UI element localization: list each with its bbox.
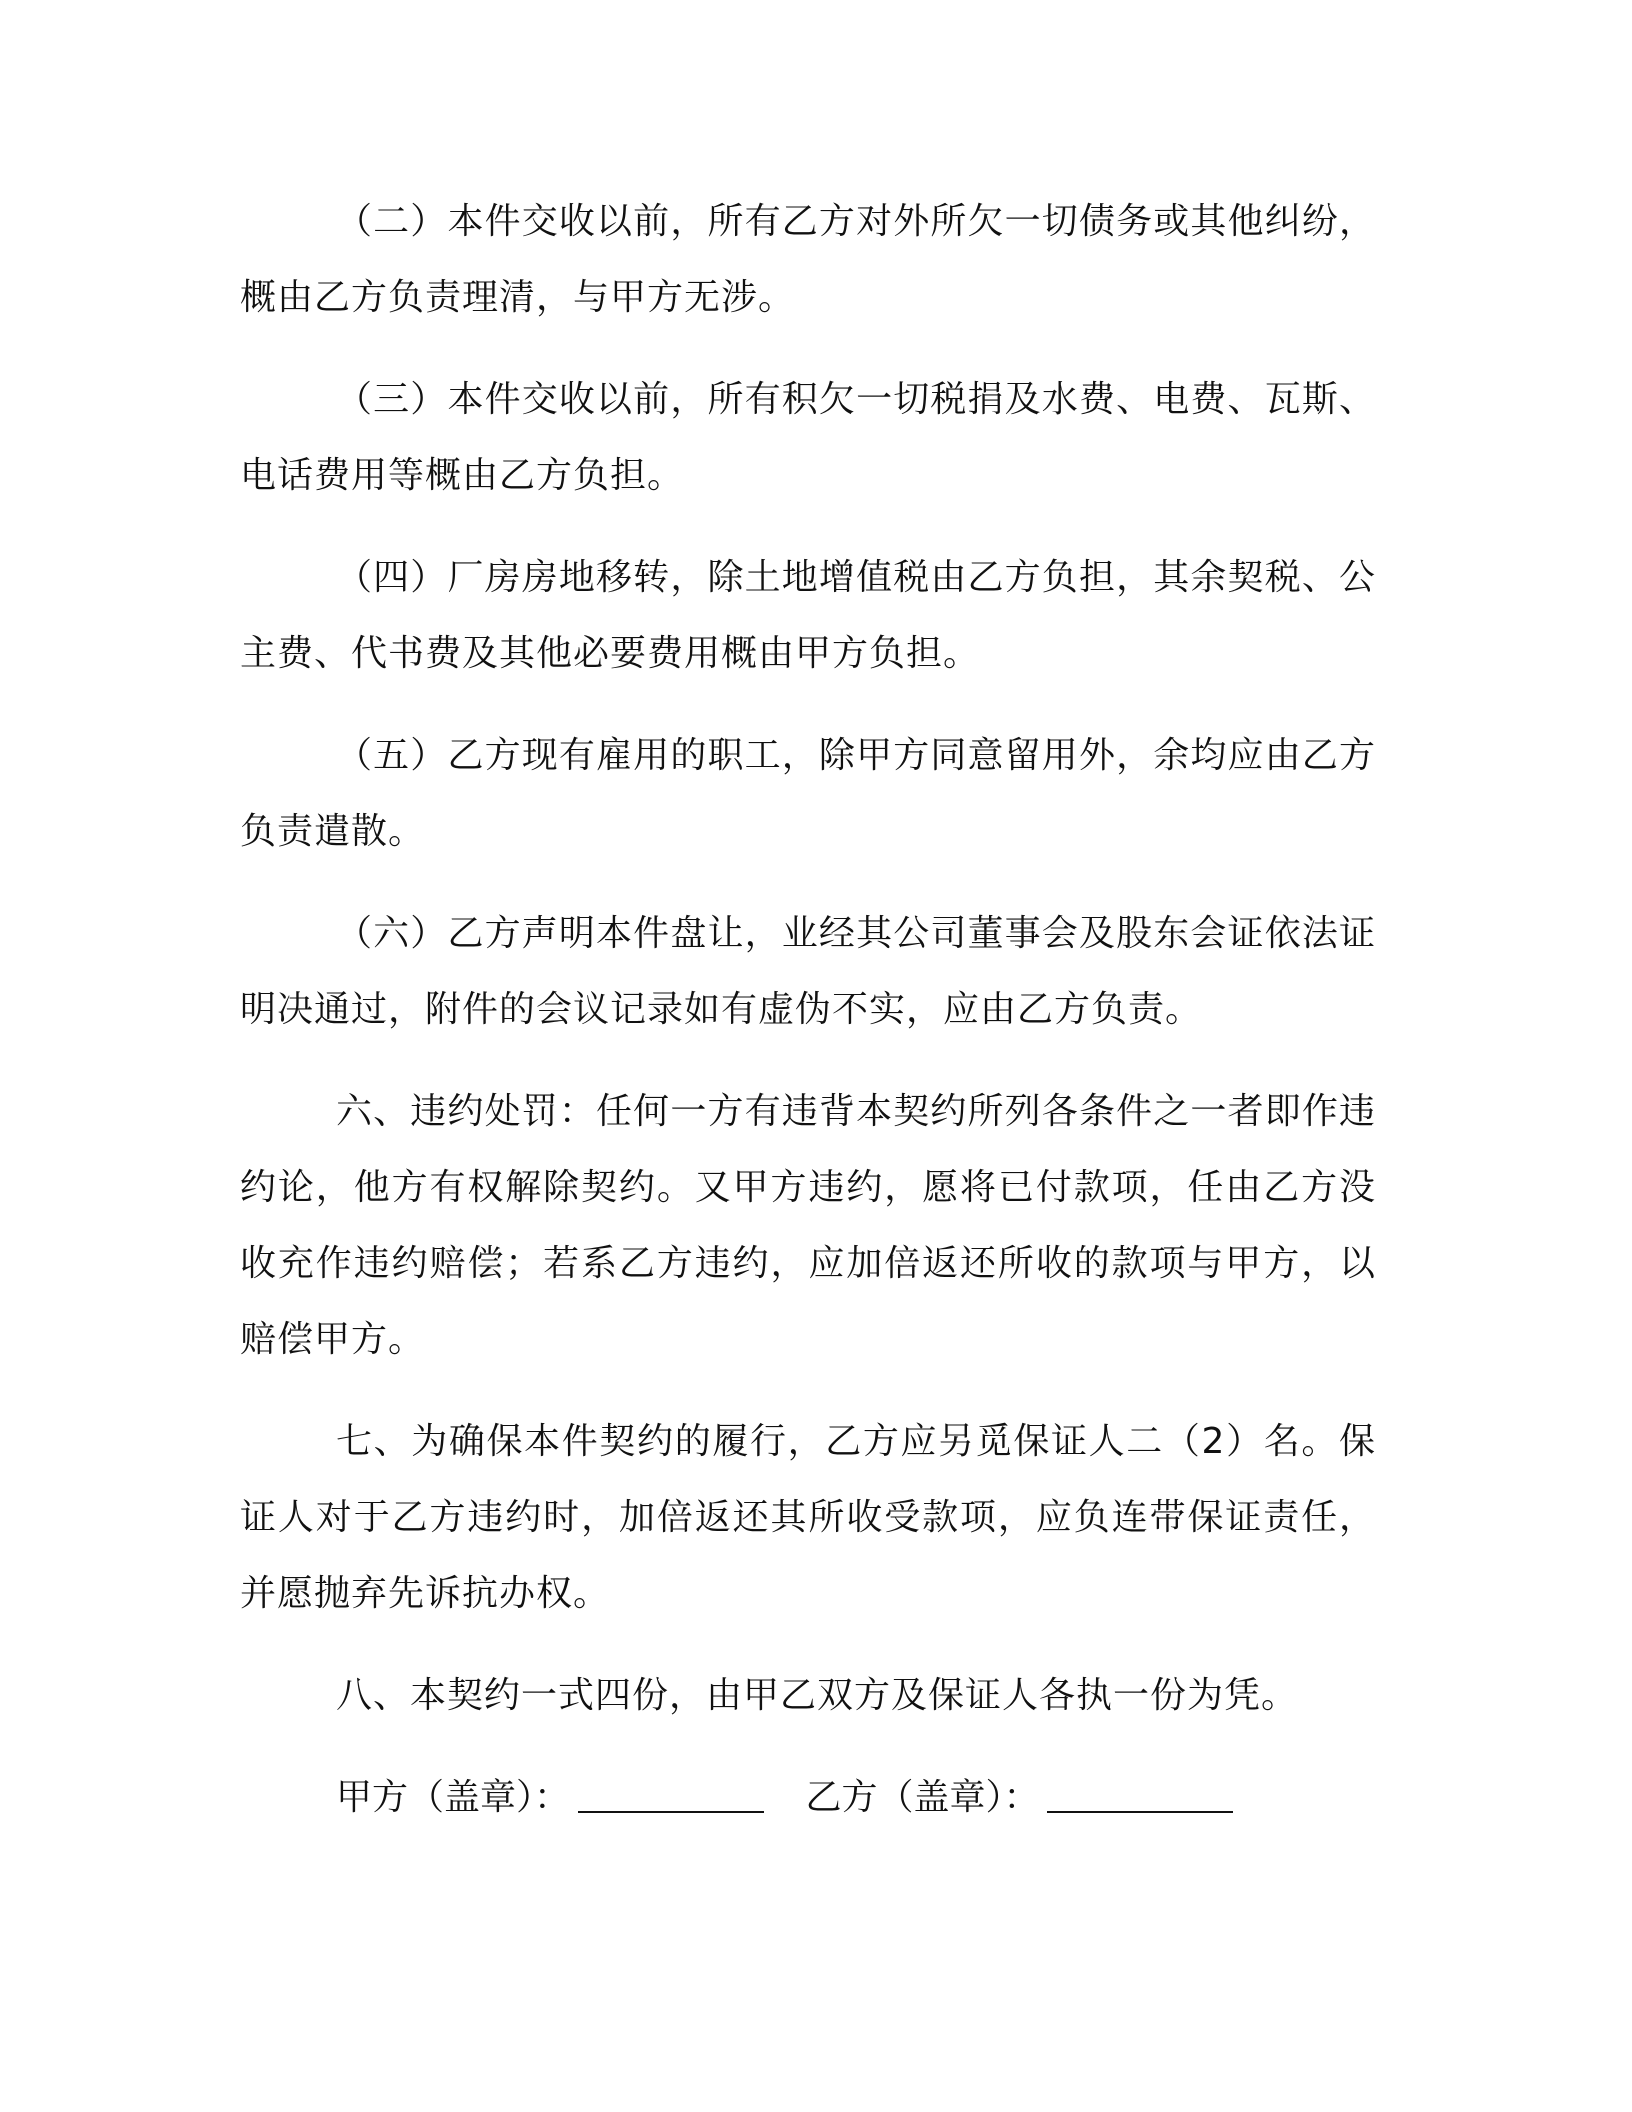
- section-6-breach-penalty: 六、违约处罚：任何一方有违背本契约所列各条件之一者即作违约论，他方有权解除契约。又甲方违约，愿将已付款项，任由乙方没收充作违约赔偿；若系乙方违约，应加倍返还所收的款项与甲方，以赔偿甲方。: [240, 1091, 1376, 1360]
- party-b-label: 乙方（盖章）：: [805, 1777, 1040, 1818]
- clause-4-transfer-fees: （四）厂房房地移转，除土地增值税由乙方负担，其余契税、公主费、代书费及其他必要费用概由甲方负担。: [240, 557, 1376, 674]
- party-b-signature-line[interactable]: [1047, 1775, 1233, 1813]
- party-a-signature-line[interactable]: [578, 1775, 764, 1813]
- section-7-guarantors: 七、为确保本件契约的履行，乙方应另觅保证人二（2）名。保证人对于乙方违约时，加倍返还其所收受款项，应负连带保证责任，并愿抛弃先诉抗办权。: [240, 1421, 1376, 1614]
- party-b-signature: [805, 1760, 1233, 1836]
- contract-page: [240, 184, 1376, 1836]
- clause-5-employees: （五）乙方现有雇用的职工，除甲方同意留用外，余均应由乙方负责遣散。: [240, 735, 1376, 852]
- signature-row: [240, 1760, 1376, 1836]
- section-8-copies: 八、本契约一式四份，由甲乙双方及保证人各执一份为凭。: [336, 1675, 1299, 1716]
- clause-3-taxes-utilities: （三）本件交收以前，所有积欠一切税捐及水费、电费、瓦斯、电话费用等概由乙方负担。: [240, 379, 1376, 496]
- clause-2-debts: （二）本件交收以前，所有乙方对外所欠一切债务或其他纠纷，概由乙方负责理清，与甲方无涉。: [240, 201, 1376, 318]
- party-a-signature: [336, 1760, 764, 1836]
- party-a-label: 甲方（盖章）：: [336, 1777, 571, 1818]
- clause-6-board-resolution: （六）乙方声明本件盘让，业经其公司董事会及股东会证依法证明决通过，附件的会议记录如有虚伪不实，应由乙方负责。: [240, 913, 1376, 1030]
